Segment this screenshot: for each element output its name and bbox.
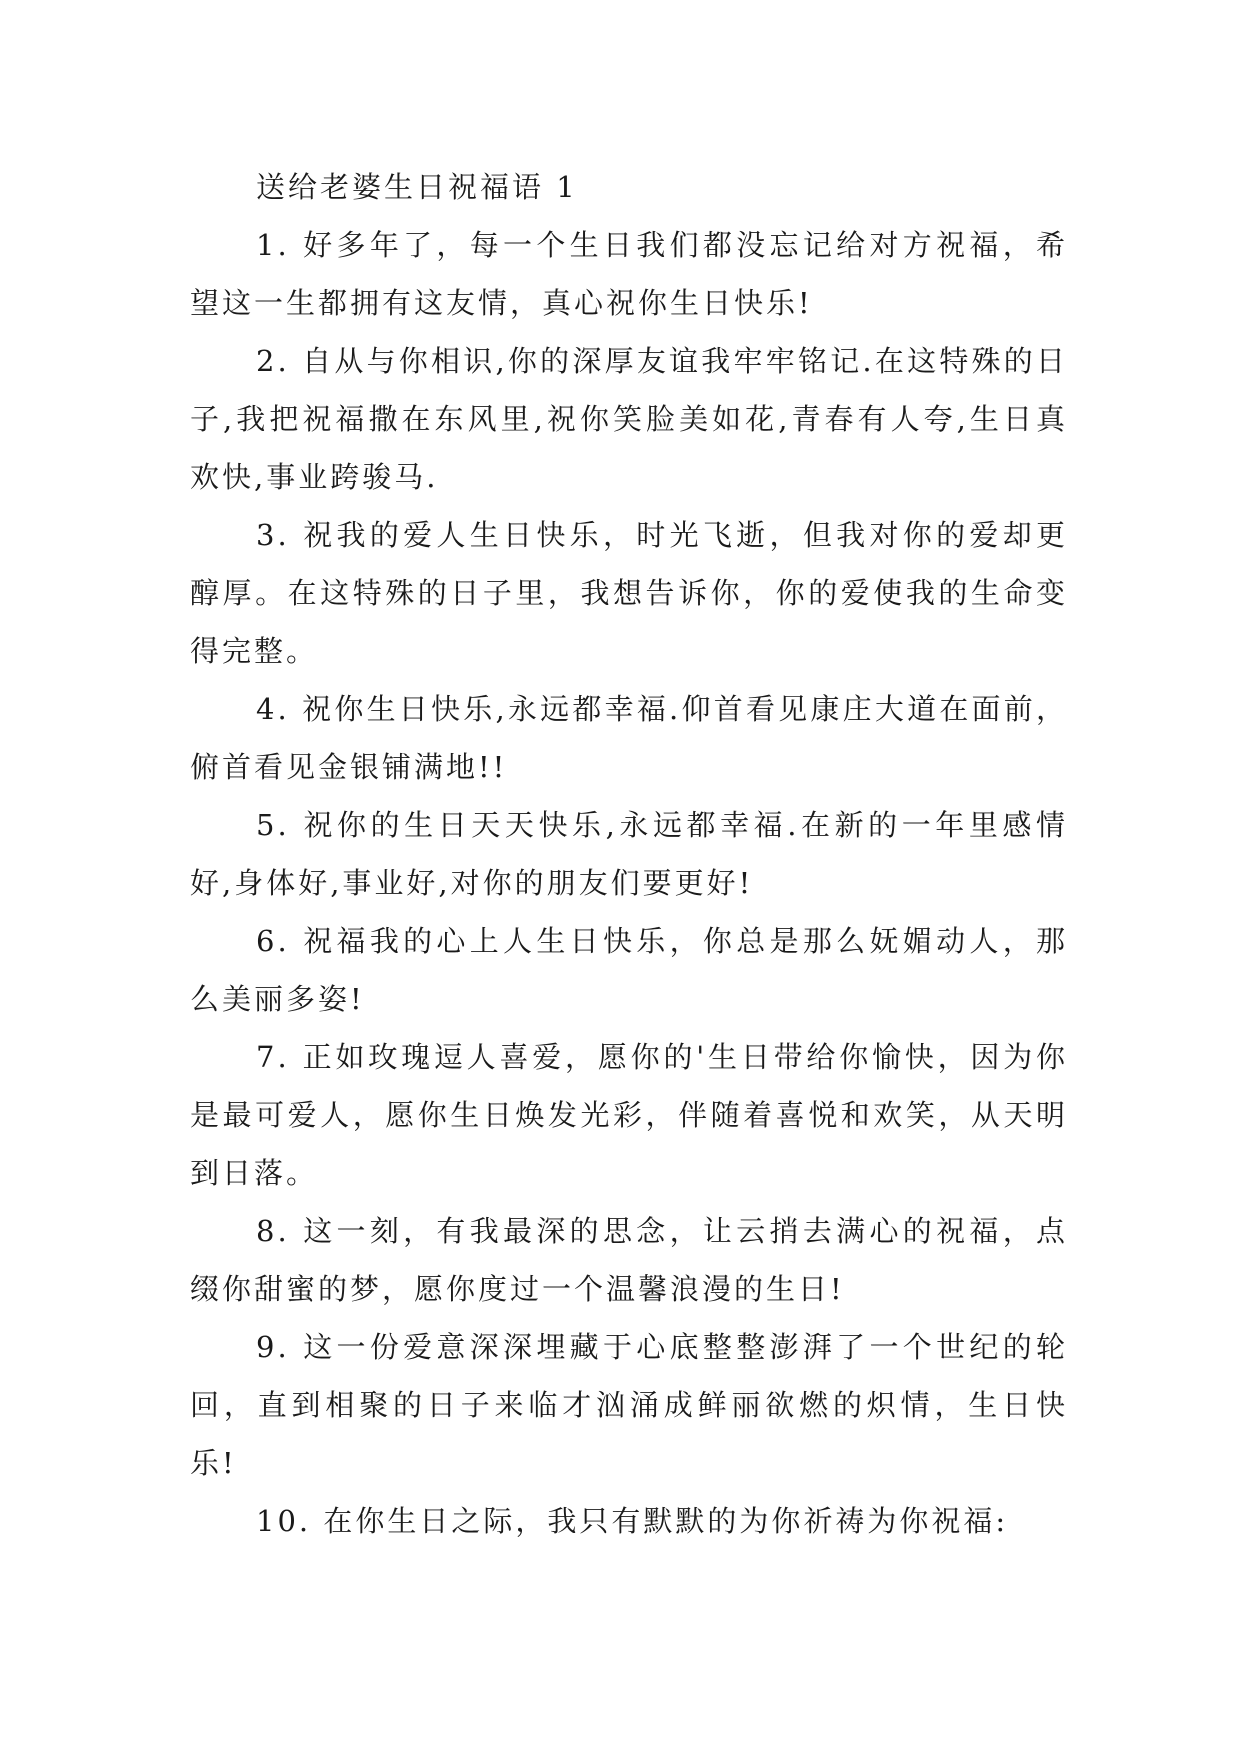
paragraph-10: 10. 在你生日之际，我只有默默的为你祈祷为你祝福: [256,1504,1009,1538]
paragraph-8: 8. 这一刻，有我最深的思念，让云捎去满心的祝福，点缀你甜蜜的梦，愿你度过一个温馨浪漫的生日! [190,1214,1068,1306]
paragraph-1: 1. 好多年了，每一个生日我们都没忘记给对方祝福，希望这一生都拥有这友情，真心祝你生日快乐! [190,228,1068,320]
document-page [190,158,1068,1550]
paragraph-9: 9. 这一份爱意深深埋藏于心底整整澎湃了一个世纪的轮回，直到相聚的日子来临才汹涌成鲜丽欲燃的炽情，生日快乐! [190,1330,1068,1480]
paragraph-4: 4. 祝你生日快乐,永远都幸福.仰首看见康庄大道在面前，俯首看见金银铺满地!! [190,692,1068,784]
paragraph-2: 2. 自从与你相识,你的深厚友谊我牢牢铭记.在这特殊的日子,我把祝福撒在东风里,祝你笑脸美如花,青春有人夸,生日真欢快,事业跨骏马. [190,344,1068,494]
paragraph-7: 7. 正如玫瑰逗人喜爱，愿你的'生日带给你愉快，因为你是最可爱人，愿你生日焕发光彩，伴随着喜悦和欢笑，从天明到日落。 [190,1040,1068,1190]
paragraph-5: 5. 祝你的生日天天快乐,永远都幸福.在新的一年里感情好,身体好,事业好,对你的朋友们要更好! [190,808,1068,900]
paragraph-6: 6. 祝福我的心上人生日快乐，你总是那么妩媚动人，那么美丽多姿! [190,924,1068,1016]
document-title: 送给老婆生日祝福语 1 [256,170,578,204]
paragraph-3: 3. 祝我的爱人生日快乐，时光飞逝，但我对你的爱却更醇厚。在这特殊的日子里，我想告诉你，你的爱使我的生命变得完整。 [190,518,1068,668]
